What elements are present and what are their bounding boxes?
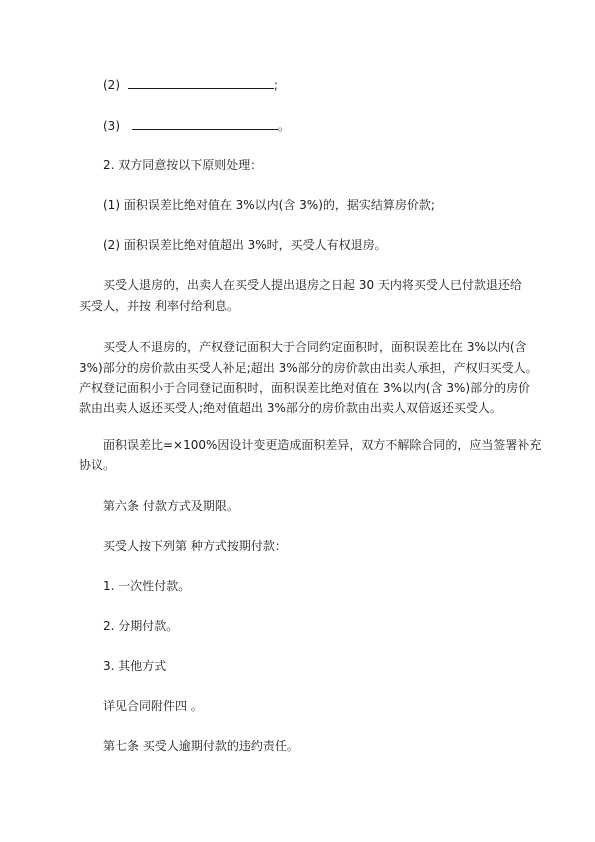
paragraph-line: 买受人退房的，出卖人在买受人提出退房之日起 30 天内将买受人已付款退还给 bbox=[103, 278, 522, 292]
article-7-heading: 第七条 买受人逾期付款的违约责任。 bbox=[103, 739, 299, 753]
fill-in-blank bbox=[132, 117, 278, 130]
payment-option-1: 1. 一次性付款。 bbox=[103, 579, 191, 593]
paragraph-line: 3%)部分的房价款由买受人补足;超出 3%部分的房价款由出卖人承担，产权归买受人。 bbox=[79, 361, 538, 375]
paragraph-line: 协议。 bbox=[79, 458, 116, 472]
blank-item-2 bbox=[103, 76, 278, 93]
payment-option-3: 3. 其他方式 bbox=[103, 659, 167, 673]
paragraph-line: 买受人，并按 利率付给利息。 bbox=[79, 299, 239, 313]
paragraph-line: 详见合同附件四 。 bbox=[103, 699, 203, 713]
paragraph-line: 产权登记面积小于合同登记面积时，面积误差比绝对值在 3%以内(含 3%)部分的房价 bbox=[79, 381, 531, 395]
article-6-heading: 第六条 付款方式及期限。 bbox=[103, 499, 239, 513]
fill-in-blank bbox=[128, 76, 274, 89]
item-end: 。 bbox=[277, 119, 290, 133]
item-end: ; bbox=[273, 78, 278, 92]
blank-item-3 bbox=[103, 117, 290, 134]
paragraph-line: 买受人按下列第 种方式按期付款： bbox=[103, 539, 287, 553]
principle-item-2: (2) 面积误差比绝对值超出 3%时，买受人有权退房。 bbox=[103, 238, 387, 252]
payment-option-2: 2. 分期付款。 bbox=[103, 619, 179, 633]
item-label: (3) bbox=[103, 119, 120, 133]
principle-item-1: (1) 面积误差比绝对值在 3%以内(含 3%)的，据实结算房价款; bbox=[103, 198, 435, 212]
item-label: (2) bbox=[103, 78, 120, 92]
paragraph-line: 买受人不退房的，产权登记面积大于合同约定面积时，面积误差比在 3%以内(含 bbox=[103, 340, 527, 354]
principle-heading: 2. 双方同意按以下原则处理： bbox=[103, 158, 263, 172]
paragraph-line: 面积误差比=×100%因设计变更造成面积差异，双方不解除合同的，应当签署补充 bbox=[103, 438, 542, 452]
paragraph-line: 款由出卖人返还买受人;绝对值超出 3%部分的房价款由出卖人双倍返还买受人。 bbox=[79, 401, 502, 415]
